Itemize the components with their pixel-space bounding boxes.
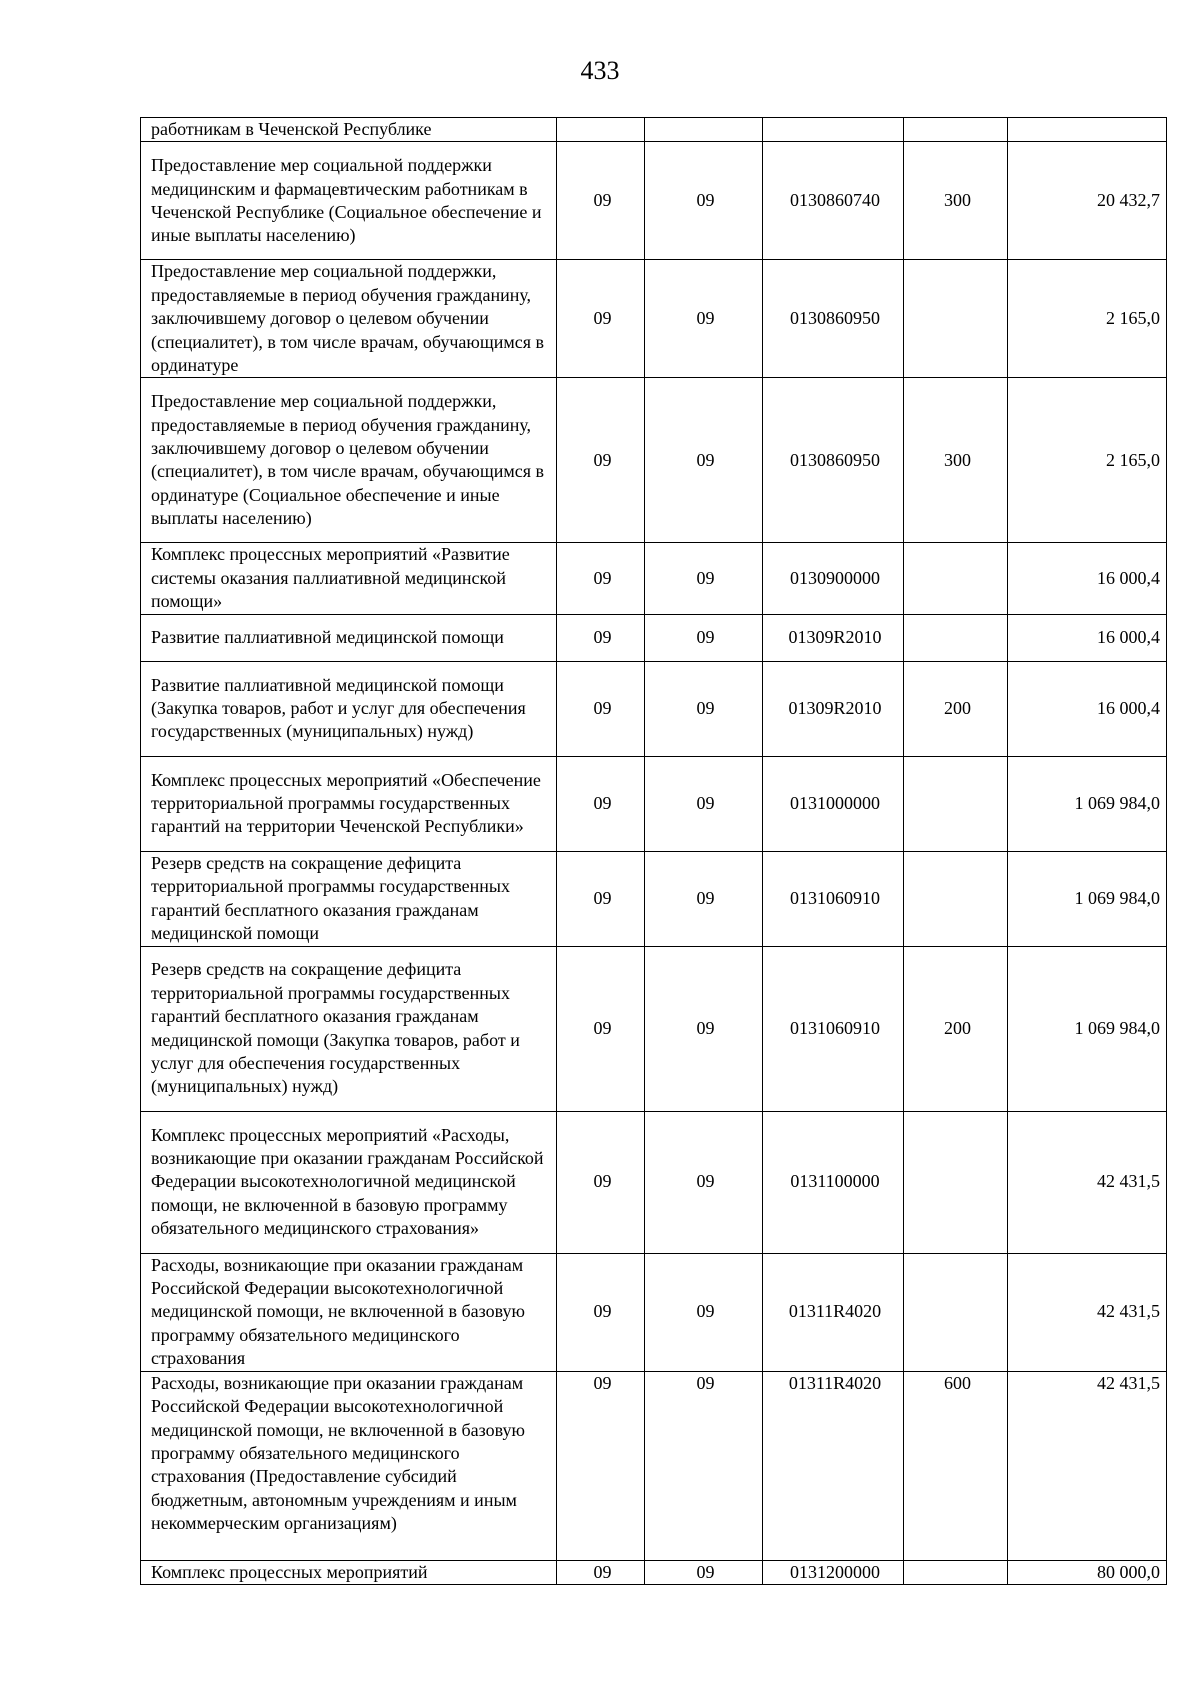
amount-cell: 42 431,5	[1008, 1371, 1167, 1560]
table-row	[141, 661, 1167, 756]
amount-cell: 42 431,5	[1008, 1253, 1167, 1371]
expense-type-cell: 300	[904, 378, 1008, 543]
expense-type-cell: 200	[904, 946, 1008, 1111]
expense-type-cell	[904, 1253, 1008, 1371]
amount-cell: 1 069 984,0	[1008, 946, 1167, 1111]
table-row	[141, 142, 1167, 260]
table-row	[141, 378, 1167, 543]
expense-name-cell: Резерв средств на сокращение дефицита территориальной программы государственных гарантий бесплатного оказания гражданам медицинской помощи (Закупка товаров, работ и услуг для обеспечения государственных (муниципальных) нужд)	[141, 946, 557, 1111]
subsection-code-cell: 09	[645, 1253, 763, 1371]
section-code-cell	[557, 118, 645, 142]
table-row	[141, 1371, 1167, 1560]
target-article-cell: 0130860950	[763, 378, 904, 543]
subsection-code-cell: 09	[645, 661, 763, 756]
subsection-code-cell	[645, 118, 763, 142]
table-row	[141, 1253, 1167, 1371]
subsection-code-cell: 09	[645, 946, 763, 1111]
expense-type-cell	[904, 756, 1008, 851]
expense-type-cell: 600	[904, 1371, 1008, 1560]
amount-cell: 1 069 984,0	[1008, 756, 1167, 851]
table-row	[141, 946, 1167, 1111]
expense-name-cell: Комплекс процессных мероприятий «Развитие системы оказания паллиативной медицинской помощи»	[141, 543, 557, 614]
section-code-cell: 09	[557, 1560, 645, 1584]
page-number: 433	[580, 56, 620, 85]
expense-type-cell	[904, 1111, 1008, 1253]
target-article-cell: 01311R4020	[763, 1253, 904, 1371]
table-row	[141, 614, 1167, 661]
expense-name-cell: Комплекс процессных мероприятий «Расходы, возникающие при оказании гражданам Российской Федерации высокотехнологичной медицинской помощи, не включенной в базовую программу обязательного медицинского страхования»	[141, 1111, 557, 1253]
subsection-code-cell: 09	[645, 543, 763, 614]
expense-type-cell: 300	[904, 142, 1008, 260]
table-row	[141, 1560, 1167, 1584]
expense-type-cell	[904, 118, 1008, 142]
expense-name-cell: Предоставление мер социальной поддержки, предоставляемые в период обучения гражданину, заключившему договор о целевом обучении (специалитет), в том числе врачам, обучающимся в ординатуре (Социальное обеспечение и иные выплаты населению)	[141, 378, 557, 543]
budget-table	[140, 117, 1167, 1585]
expense-type-cell	[904, 1560, 1008, 1584]
subsection-code-cell: 09	[645, 756, 763, 851]
section-code-cell: 09	[557, 378, 645, 543]
amount-cell: 2 165,0	[1008, 378, 1167, 543]
target-article-cell: 0131060910	[763, 851, 904, 946]
section-code-cell: 09	[557, 661, 645, 756]
target-article-cell	[763, 118, 904, 142]
expense-name-cell: Комплекс процессных мероприятий «Обеспечение территориальной программы государственных гарантий на территории Чеченской Республики»	[141, 756, 557, 851]
amount-cell: 1 069 984,0	[1008, 851, 1167, 946]
table-row	[141, 1111, 1167, 1253]
table-row	[141, 851, 1167, 946]
target-article-cell: 01309R2010	[763, 661, 904, 756]
expense-name-cell: Комплекс процессных мероприятий	[141, 1560, 557, 1584]
amount-cell: 42 431,5	[1008, 1111, 1167, 1253]
budget-table-body	[141, 118, 1167, 1585]
amount-cell: 20 432,7	[1008, 142, 1167, 260]
amount-cell: 16 000,4	[1008, 661, 1167, 756]
target-article-cell: 0130860950	[763, 260, 904, 378]
amount-cell	[1008, 118, 1167, 142]
expense-type-cell	[904, 851, 1008, 946]
expense-name-cell: Предоставление мер социальной поддержки, предоставляемые в период обучения гражданину, заключившему договор о целевом обучении (специалитет), в том числе врачам, обучающимся в ординатуре	[141, 260, 557, 378]
table-row	[141, 260, 1167, 378]
amount-cell: 80 000,0	[1008, 1560, 1167, 1584]
subsection-code-cell: 09	[645, 851, 763, 946]
subsection-code-cell: 09	[645, 1371, 763, 1560]
section-code-cell: 09	[557, 614, 645, 661]
expense-name-cell: Развитие паллиативной медицинской помощи (Закупка товаров, работ и услуг для обеспечения государственных (муниципальных) нужд)	[141, 661, 557, 756]
table-row	[141, 543, 1167, 614]
subsection-code-cell: 09	[645, 1560, 763, 1584]
section-code-cell: 09	[557, 1253, 645, 1371]
target-article-cell: 01311R4020	[763, 1371, 904, 1560]
expense-type-cell	[904, 260, 1008, 378]
subsection-code-cell: 09	[645, 614, 763, 661]
section-code-cell: 09	[557, 756, 645, 851]
table-row	[141, 756, 1167, 851]
target-article-cell: 0131100000	[763, 1111, 904, 1253]
amount-cell: 16 000,4	[1008, 614, 1167, 661]
subsection-code-cell: 09	[645, 260, 763, 378]
section-code-cell: 09	[557, 1371, 645, 1560]
subsection-code-cell: 09	[645, 378, 763, 543]
section-code-cell: 09	[557, 260, 645, 378]
target-article-cell: 01309R2010	[763, 614, 904, 661]
target-article-cell: 0130900000	[763, 543, 904, 614]
table-row	[141, 118, 1167, 142]
section-code-cell: 09	[557, 142, 645, 260]
target-article-cell: 0131000000	[763, 756, 904, 851]
expense-name-cell: Предоставление мер социальной поддержки медицинским и фармацевтическим работникам в Чеченской Республике (Социальное обеспечение и иные выплаты населению)	[141, 142, 557, 260]
expense-name-cell: Резерв средств на сокращение дефицита территориальной программы государственных гарантий бесплатного оказания гражданам медицинской помощи	[141, 851, 557, 946]
expense-type-cell	[904, 614, 1008, 661]
section-code-cell: 09	[557, 543, 645, 614]
amount-cell: 16 000,4	[1008, 543, 1167, 614]
expense-name-cell: Расходы, возникающие при оказании гражданам Российской Федерации высокотехнологичной медицинской помощи, не включенной в базовую программу обязательного медицинского страхования	[141, 1253, 557, 1371]
subsection-code-cell: 09	[645, 142, 763, 260]
target-article-cell: 0131060910	[763, 946, 904, 1111]
target-article-cell: 0131200000	[763, 1560, 904, 1584]
amount-cell: 2 165,0	[1008, 260, 1167, 378]
expense-type-cell: 200	[904, 661, 1008, 756]
section-code-cell: 09	[557, 851, 645, 946]
section-code-cell: 09	[557, 1111, 645, 1253]
expense-name-cell: Расходы, возникающие при оказании гражданам Российской Федерации высокотехнологичной медицинской помощи, не включенной в базовую программу обязательного медицинского страхования (Предоставление субсидий бюджетным, автономным учреждениям и иным некоммерческим организациям)	[141, 1371, 557, 1560]
target-article-cell: 0130860740	[763, 142, 904, 260]
expense-name-cell: работникам в Чеченской Республике	[141, 118, 557, 142]
section-code-cell: 09	[557, 946, 645, 1111]
expense-type-cell	[904, 543, 1008, 614]
expense-name-cell: Развитие паллиативной медицинской помощи	[141, 614, 557, 661]
subsection-code-cell: 09	[645, 1111, 763, 1253]
